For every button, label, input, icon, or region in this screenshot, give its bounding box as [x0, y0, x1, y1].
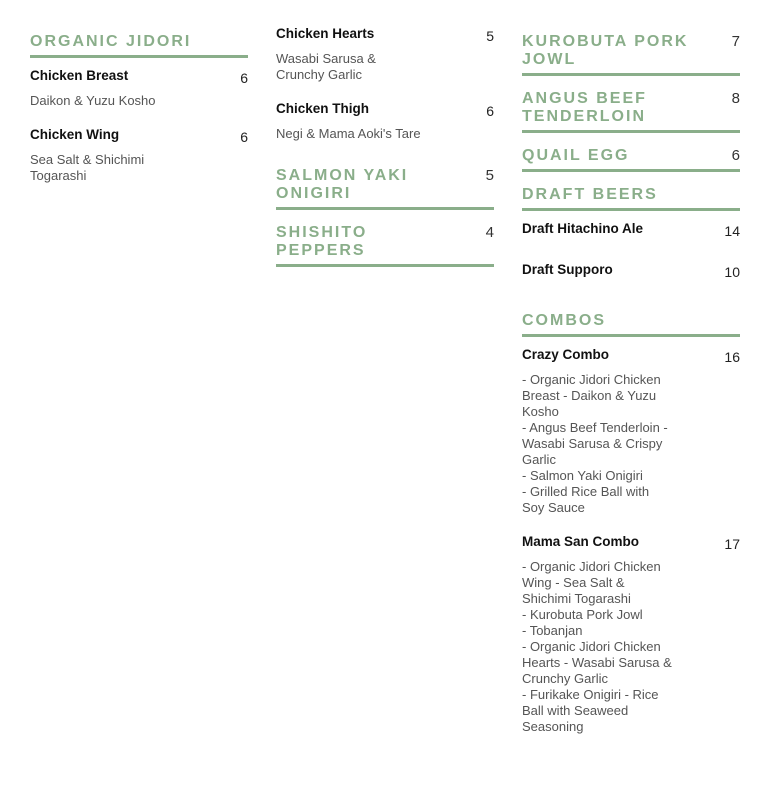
- item-description: Negi & Mama Aoki's Tare: [276, 126, 421, 141]
- item-name: Chicken Breast: [30, 68, 129, 83]
- item-description: - Organic Jidori Chicken Wing - Sea Salt & Shichimi Togarashi - Kurobuta Pork Jowl - Tobanjan - Organic Jidori Chicken Hearts - Wasabi Sarusa & Crunchy Garlic - Furikake Onigiri - Rice Ball with Seaweed Seasoning: [522, 559, 672, 734]
- section-price: 7: [731, 33, 740, 50]
- section-title: QUAIL EGG: [522, 147, 630, 164]
- item-price: 17: [724, 536, 740, 552]
- menu-item-chicken-thigh: [276, 101, 494, 119]
- section-organic-jidori: [30, 33, 248, 58]
- item-description: Wasabi Sarusa & Crunchy Garlic: [276, 51, 376, 82]
- section-price: 4: [485, 224, 494, 241]
- item-price: 6: [486, 103, 494, 119]
- menu-item-chicken-hearts: [276, 26, 494, 44]
- menu-item-chicken-breast: [30, 68, 248, 86]
- item-price: 16: [724, 349, 740, 365]
- item-description: Daikon & Yuzu Kosho: [30, 93, 156, 108]
- item-description: Sea Salt & Shichimi Togarashi: [30, 152, 145, 183]
- section-title: ANGUS BEEF TENDERLOIN: [522, 90, 647, 125]
- section-price: 6: [731, 147, 740, 164]
- section-title: COMBOS: [522, 312, 606, 329]
- item-price: 5: [486, 28, 494, 44]
- section-title: DRAFT BEERS: [522, 186, 658, 203]
- section-kurobuta-pork-jowl: [522, 33, 740, 76]
- section-quail-egg: [522, 147, 740, 172]
- section-price: 5: [485, 167, 494, 184]
- menu-column-3: [522, 33, 740, 735]
- item-name: Chicken Thigh: [276, 101, 370, 116]
- menu-item-draft-hitachino-ale: [522, 221, 740, 239]
- item-price: 6: [240, 129, 248, 145]
- section-price: 8: [731, 90, 740, 107]
- item-name: Crazy Combo: [522, 347, 610, 362]
- section-title: SALMON YAKI ONIGIRI: [276, 167, 409, 202]
- section-title: SHISHITO PEPPERS: [276, 224, 368, 259]
- menu-item-mama-san-combo: [522, 534, 740, 552]
- item-description: - Organic Jidori Chicken Breast - Daikon & Yuzu Kosho - Angus Beef Tenderloin - Wasabi Sarusa & Crispy Garlic - Salmon Yaki Onigiri - Grilled Rice Ball with Soy Sauce: [522, 372, 668, 515]
- menu-column-1: [30, 33, 248, 184]
- item-price: 10: [724, 264, 740, 280]
- section-draft-beers: [522, 186, 740, 211]
- item-name: Draft Supporo: [522, 262, 613, 277]
- item-price: 6: [240, 70, 248, 86]
- menu-item-crazy-combo: [522, 347, 740, 365]
- section-title: KUROBUTA PORK JOWL: [522, 33, 689, 68]
- section-salmon-yaki-onigiri: [276, 167, 494, 210]
- item-price: 14: [724, 223, 740, 239]
- menu-column-2: [276, 26, 494, 267]
- item-name: Mama San Combo: [522, 534, 640, 549]
- menu-item-chicken-wing: [30, 127, 248, 145]
- item-name: Draft Hitachino Ale: [522, 221, 644, 236]
- item-name: Chicken Wing: [30, 127, 120, 142]
- section-title: ORGANIC JIDORI: [30, 33, 192, 50]
- menu-item-draft-supporo: [522, 262, 740, 280]
- item-name: Chicken Hearts: [276, 26, 375, 41]
- section-shishito-peppers: [276, 224, 494, 267]
- section-angus-beef-tenderloin: [522, 90, 740, 133]
- section-combos: [522, 312, 740, 337]
